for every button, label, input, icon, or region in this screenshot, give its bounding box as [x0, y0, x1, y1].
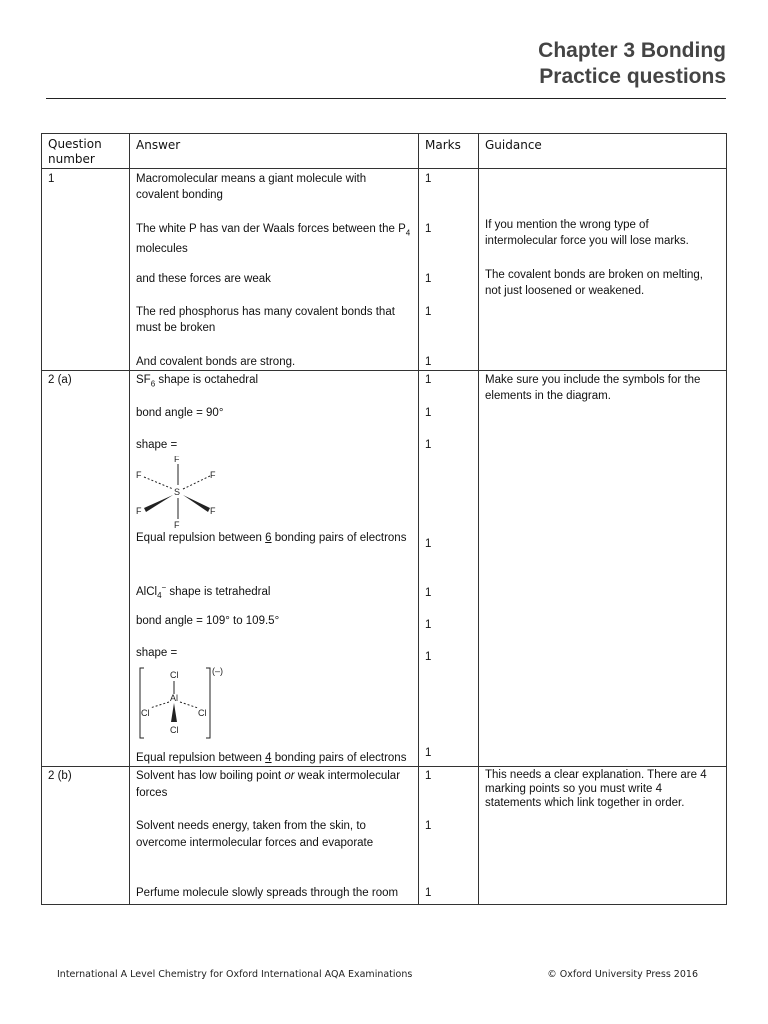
- answer-cell: [130, 767, 419, 905]
- table-header-row: [42, 134, 727, 169]
- mark: 1: [425, 374, 432, 386]
- answer-cell: [130, 371, 419, 767]
- answer-text-part: AlCl: [136, 585, 158, 598]
- answer-text-part: molecules: [136, 243, 188, 256]
- mark: 1: [425, 173, 432, 185]
- answer-text: [136, 372, 412, 389]
- table-row: [42, 169, 727, 371]
- answer-text-part: shape is octahedral: [155, 374, 259, 386]
- answer-text: And covalent bonds are strong.: [136, 356, 296, 368]
- mark: 1: [425, 587, 432, 599]
- question-number: 1: [42, 169, 130, 371]
- answer-text: The red phosphorus has many covalent bonds that must be broken: [136, 306, 395, 334]
- answer-text: [136, 530, 412, 564]
- answer-text-part: shape is tetrahedral: [166, 585, 271, 598]
- answer-text-part: The white P has van der Waals forces between the P: [136, 223, 406, 235]
- answer-text: shape =: [136, 439, 178, 451]
- footer-left: International A Level Chemistry for Oxford International AQA Examinations: [57, 969, 413, 980]
- atom-label: F: [210, 470, 216, 480]
- answer-text: bond angle = 109° to 109.5°: [136, 615, 280, 627]
- atom-label: F: [136, 470, 142, 480]
- footer-right: © Oxford University Press 2016: [547, 969, 698, 980]
- header-rule: [46, 98, 726, 99]
- header-marks: Marks: [419, 134, 479, 169]
- atom-label: F: [210, 506, 216, 516]
- superscript: −: [161, 583, 167, 592]
- answer-text: Macromolecular means a giant molecule with covalent bonding: [136, 173, 367, 201]
- table-row: [42, 371, 727, 767]
- underlined-number: 4: [265, 752, 272, 764]
- mark: 1: [425, 820, 432, 832]
- answers-table: [41, 133, 727, 905]
- answer-text: Solvent needs energy, taken from the skin, to overcome intermolecular forces and evaporate: [136, 820, 374, 849]
- mark: 1: [425, 439, 432, 451]
- mark: 1: [425, 770, 432, 782]
- answer-cell: [130, 169, 419, 371]
- guidance-cell: [479, 371, 727, 767]
- subscript: 4: [405, 228, 411, 238]
- guidance-text: The covalent bonds are broken on melting, not just loosened or weakened.: [485, 269, 703, 297]
- header-guidance: Guidance: [479, 134, 727, 169]
- answer-text: [136, 768, 412, 802]
- marks-cell: [419, 371, 479, 767]
- answer-text-part: Equal repulsion between: [136, 532, 266, 544]
- guidance-text: This needs a clear explanation. There are 4 marking points so you must write 4 statements which link together in order.: [485, 769, 707, 809]
- title-line-1: Chapter 3 Bonding: [538, 39, 726, 62]
- atom-label: Cl: [198, 708, 207, 718]
- guidance-text: Make sure you include the symbols for the elements in the diagram.: [485, 374, 701, 402]
- table-row: [42, 767, 727, 905]
- atom-label: Cl: [141, 708, 150, 718]
- answer-text-part: SF: [136, 374, 151, 386]
- sf6-octahedral-diagram: [136, 456, 226, 530]
- answer-text: [136, 580, 412, 601]
- answer-text-part: weak intermolecular forces: [136, 770, 401, 799]
- answer-text: and these forces are weak: [136, 273, 271, 285]
- title-line-2: Practice questions: [539, 65, 726, 88]
- underlined-number: 6: [265, 532, 272, 544]
- answer-text-part: Equal repulsion between: [136, 752, 266, 764]
- mark: 1: [425, 651, 432, 663]
- atom-label: F: [174, 456, 180, 464]
- mark: 1: [425, 306, 432, 318]
- atom-label: F: [136, 506, 142, 516]
- atom-label: Cl: [170, 725, 179, 735]
- guidance-cell: [479, 169, 727, 371]
- marks-cell: [419, 767, 479, 905]
- mark: 1: [425, 407, 432, 419]
- mark: 1: [425, 356, 432, 368]
- answer-text: [136, 750, 412, 766]
- answer-text-part: Solvent has low boiling point: [136, 770, 285, 782]
- italic-word: or: [284, 770, 295, 782]
- answer-text-part: bonding pairs of electrons: [271, 752, 407, 764]
- header-answer: Answer: [130, 134, 419, 169]
- page-title: [538, 38, 726, 90]
- answer-text: [136, 221, 412, 255]
- marks-cell: [419, 169, 479, 371]
- answer-text-part: bonding pairs of electrons: [271, 532, 407, 544]
- guidance-text: If you mention the wrong type of intermolecular force you will lose marks.: [485, 219, 689, 247]
- mark: 1: [425, 747, 432, 759]
- question-number: 2 (a): [42, 371, 130, 767]
- atom-label: S: [174, 487, 181, 497]
- mark: 1: [425, 223, 432, 235]
- answer-text: shape =: [136, 647, 178, 659]
- mark: 1: [425, 887, 432, 899]
- charge-label: (–): [212, 666, 223, 676]
- alcl4-tetrahedral-diagram: [136, 664, 246, 740]
- mark: 1: [425, 273, 432, 285]
- subscript: 4: [157, 591, 162, 601]
- answer-text: bond angle = 90°: [136, 407, 224, 419]
- header-question-number: Question number: [42, 134, 130, 169]
- mark: 1: [425, 619, 432, 631]
- question-number: 2 (b): [42, 767, 130, 905]
- subscript: 6: [150, 379, 156, 389]
- atom-label: Al: [170, 693, 179, 703]
- atom-label: Cl: [170, 670, 179, 680]
- atom-label: F: [174, 520, 180, 530]
- mark: 1: [425, 538, 432, 550]
- guidance-cell: [479, 767, 727, 905]
- answer-text: Perfume molecule slowly spreads through the room: [136, 887, 399, 899]
